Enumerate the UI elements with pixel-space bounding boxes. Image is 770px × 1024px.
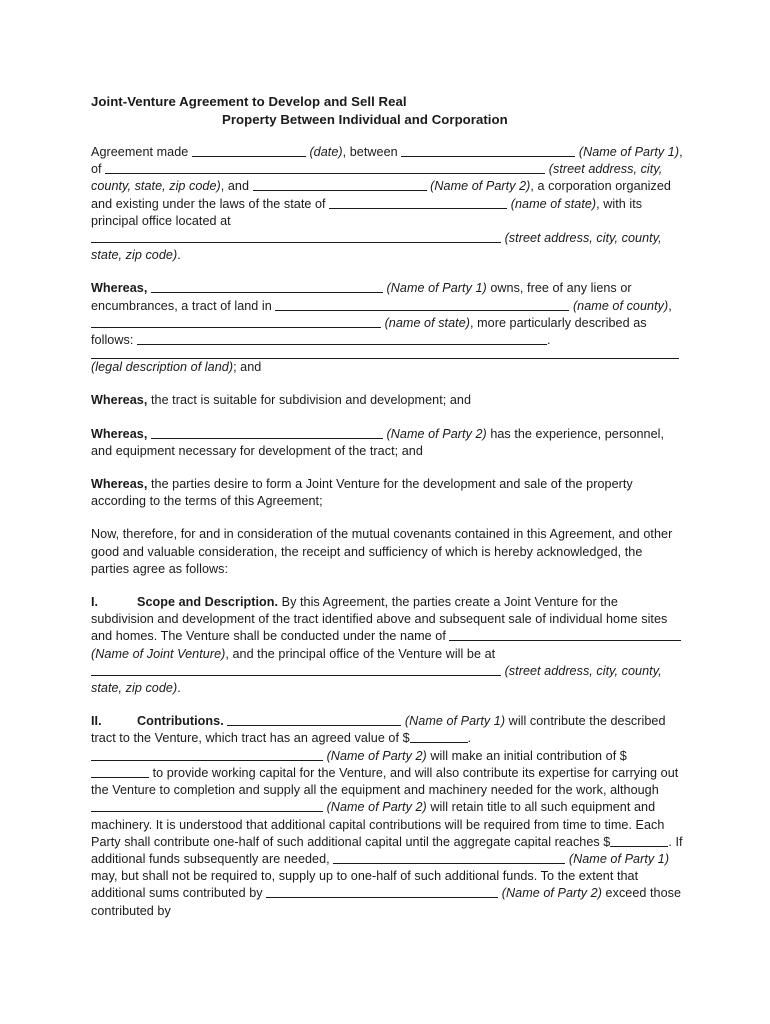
document-page — [91, 93, 683, 920]
whereas-paragraph-1: Whereas, (Name of Party 1) owns, free of any liens or encumbrances, a tract of land in (name of county), (name of state), more particularly described as follows: . (legal description of land); and — [91, 280, 683, 376]
aggregate-capital-blank[interactable] — [610, 834, 668, 847]
section-number: II. — [91, 714, 102, 729]
document-title-line-1: Joint-Venture Agreement to Develop and Sell Real — [91, 94, 407, 109]
section-number: I. — [91, 595, 99, 610]
section-contributions: II. Contributions. (Name of Party 1) will contribute the described tract to the Venture, which tract has an agreed value of $ . (Name of Party 2) will make an initial contribution of $ to provide working capital for the Venture, and will also contribute its expertise for carrying out the Venture to completion and supply all the equipment and machinery needed for the work, although (Name of Party 2) will retain title to all such equipment and machinery. It is understood that additional capital contributions will be required from time to time. Each Party shall contribute one-half of such additional capital until the aggregate capital reaches $ . If additional funds subsequently are needed, (Name of Party 1) may, but shall not be required to, supply up to one-half of such additional funds. To the extent that additional sums contributed by (Name of Party 2) exceed those contributed by — [91, 714, 683, 918]
party2-name-blank-2[interactable] — [151, 426, 383, 439]
county-blank[interactable] — [275, 298, 569, 311]
party2-name-blank[interactable] — [253, 178, 427, 191]
initial-contribution-blank[interactable] — [91, 765, 149, 778]
venture-office-blank[interactable] — [91, 663, 501, 676]
party1-name-blank-3[interactable] — [227, 713, 401, 726]
joint-venture-name-blank[interactable] — [449, 628, 681, 641]
section-scope: I. Scope and Description. By this Agreement, the parties create a Joint Venture for the subdivision and development of the tract identified above and subsequent sale of individual home sites and homes. The Venture shall be conducted under the name of (Name of Joint Venture), and the principal office of the Venture will be at (street address, city, county, state, zip code). — [91, 594, 683, 697]
party2-name-blank-5[interactable] — [266, 885, 498, 898]
principal-office-blank[interactable] — [91, 230, 501, 243]
whereas-paragraph-4: Whereas, the parties desire to form a Joint Venture for the development and sale of the property according to the terms of this Agreement; — [91, 477, 633, 509]
now-therefore-paragraph: Now, therefore, for and in consideration of the mutual covenants contained in this Agreement, and other good and valuable consideration, the receipt and sufficiency of which is hereby acknowledged, the parties agree as follows: — [91, 527, 673, 576]
document-title-line-2: Property Between Individual and Corporation — [222, 112, 508, 127]
party1-name-blank[interactable] — [401, 144, 575, 157]
description-blank[interactable] — [137, 332, 547, 345]
party1-address-blank[interactable] — [105, 161, 545, 174]
state-blank-2[interactable] — [91, 315, 381, 328]
state-blank[interactable] — [329, 196, 507, 209]
legal-description-line[interactable] — [91, 349, 679, 359]
tract-value-blank[interactable] — [410, 730, 468, 743]
party2-name-blank-3[interactable] — [91, 748, 323, 761]
party1-name-blank-2[interactable] — [151, 280, 383, 293]
whereas-paragraph-3: Whereas, (Name of Party 2) has the experience, personnel, and equipment necessary for development of the tract; and — [91, 426, 665, 458]
party2-name-blank-4[interactable] — [91, 799, 323, 812]
date-blank[interactable] — [192, 144, 306, 157]
whereas-paragraph-2: Whereas, the tract is suitable for subdivision and development; and — [91, 393, 471, 408]
party1-name-blank-4[interactable] — [333, 851, 565, 864]
intro-paragraph: Agreement made (date), between (Name of Party 1), of (street address, city, county, state, zip code), and (Name of Party 2), a corporation organized and existing under the laws of the state of (name of state), with its principal office located at (street address, city, county, state, zip code). — [91, 145, 683, 263]
